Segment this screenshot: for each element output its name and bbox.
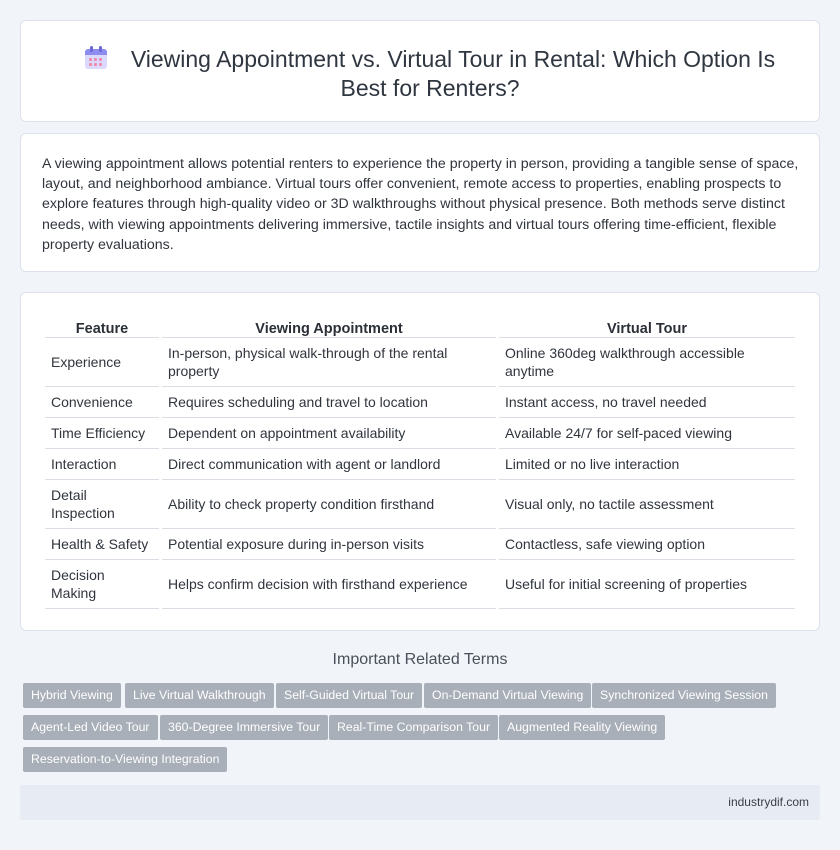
virtual-cell: Visual only, no tactile assessment	[499, 480, 795, 529]
virtual-cell: Limited or no live interaction	[499, 449, 795, 480]
header-viewing-appointment: Viewing Appointment	[162, 315, 496, 338]
tag-real-time-comparison-tour[interactable]: Real-Time Comparison Tour	[329, 715, 498, 740]
viewing-cell: Potential exposure during in-person visits	[162, 529, 496, 560]
feature-cell: Decision Making	[45, 560, 159, 609]
title-card	[20, 20, 820, 122]
table-row	[45, 529, 795, 560]
tag-360-degree-immersive-tour[interactable]: 360-Degree Immersive Tour	[160, 715, 328, 740]
tag-augmented-reality-viewing[interactable]: Augmented Reality Viewing	[499, 715, 665, 740]
page-title-row	[61, 45, 799, 103]
feature-cell: Health & Safety	[45, 529, 159, 560]
table-row	[45, 480, 795, 529]
virtual-cell: Contactless, safe viewing option	[499, 529, 795, 560]
related-terms-title: Important Related Terms	[332, 651, 508, 668]
feature-cell: Experience	[45, 338, 159, 387]
intro-card	[20, 133, 820, 272]
tag-live-virtual-walkthrough[interactable]: Live Virtual Walkthrough	[125, 683, 274, 708]
header-virtual-tour: Virtual Tour	[499, 315, 795, 338]
table-row	[45, 560, 795, 609]
intro-paragraph: A viewing appointment allows potential renters to experience the property in person, providing a tangible sense of space, layout, and neighborhood ambiance. Virtual tours offer convenient, remote access to properties, enabling prospects to explore features through high-quality video or 3D walkthroughs without physical presence. Both methods serve distinct needs, with viewing appointments delivering immersive, tactile insights and virtual tours offering time-efficient, flexible property evaluations.	[42, 156, 799, 253]
tag-hybrid-viewing[interactable]: Hybrid Viewing	[23, 683, 121, 708]
feature-cell: Interaction	[45, 449, 159, 480]
comparison-table	[42, 315, 798, 609]
tag-synchronized-viewing-session[interactable]: Synchronized Viewing Session	[592, 683, 776, 708]
header-feature: Feature	[45, 315, 159, 338]
footer-site-link[interactable]: industrydif.com	[728, 795, 809, 809]
viewing-cell: In-person, physical walk-through of the rental property	[162, 338, 496, 387]
virtual-cell: Available 24/7 for self-paced viewing	[499, 418, 795, 449]
virtual-cell: Useful for initial screening of properties	[499, 560, 795, 609]
virtual-cell: Online 360deg walkthrough accessible anytime	[499, 338, 795, 387]
comparison-card	[20, 292, 820, 631]
feature-cell: Convenience	[45, 387, 159, 418]
table-header-row	[45, 315, 795, 338]
footer	[20, 785, 820, 820]
calendar-icon	[85, 49, 107, 69]
table-row	[45, 387, 795, 418]
table-row	[45, 418, 795, 449]
table-row	[45, 449, 795, 480]
viewing-cell: Dependent on appointment availability	[162, 418, 496, 449]
virtual-cell: Instant access, no travel needed	[499, 387, 795, 418]
tag-reservation-to-viewing-integration[interactable]: Reservation-to-Viewing Integration	[23, 747, 227, 772]
table-row	[45, 338, 795, 387]
viewing-cell: Requires scheduling and travel to location	[162, 387, 496, 418]
feature-cell: Time Efficiency	[45, 418, 159, 449]
feature-cell: Detail Inspection	[45, 480, 159, 529]
viewing-cell: Helps confirm decision with firsthand experience	[162, 560, 496, 609]
viewing-cell: Ability to check property condition firsthand	[162, 480, 496, 529]
viewing-cell: Direct communication with agent or landlord	[162, 449, 496, 480]
tag-self-guided-virtual-tour[interactable]: Self-Guided Virtual Tour	[276, 683, 422, 708]
tag-on-demand-virtual-viewing[interactable]: On-Demand Virtual Viewing	[424, 683, 591, 708]
page-title: Viewing Appointment vs. Virtual Tour in Rental: Which Option Is Best for Renters?	[130, 46, 776, 101]
tag-agent-led-video-tour[interactable]: Agent-Led Video Tour	[23, 715, 158, 740]
